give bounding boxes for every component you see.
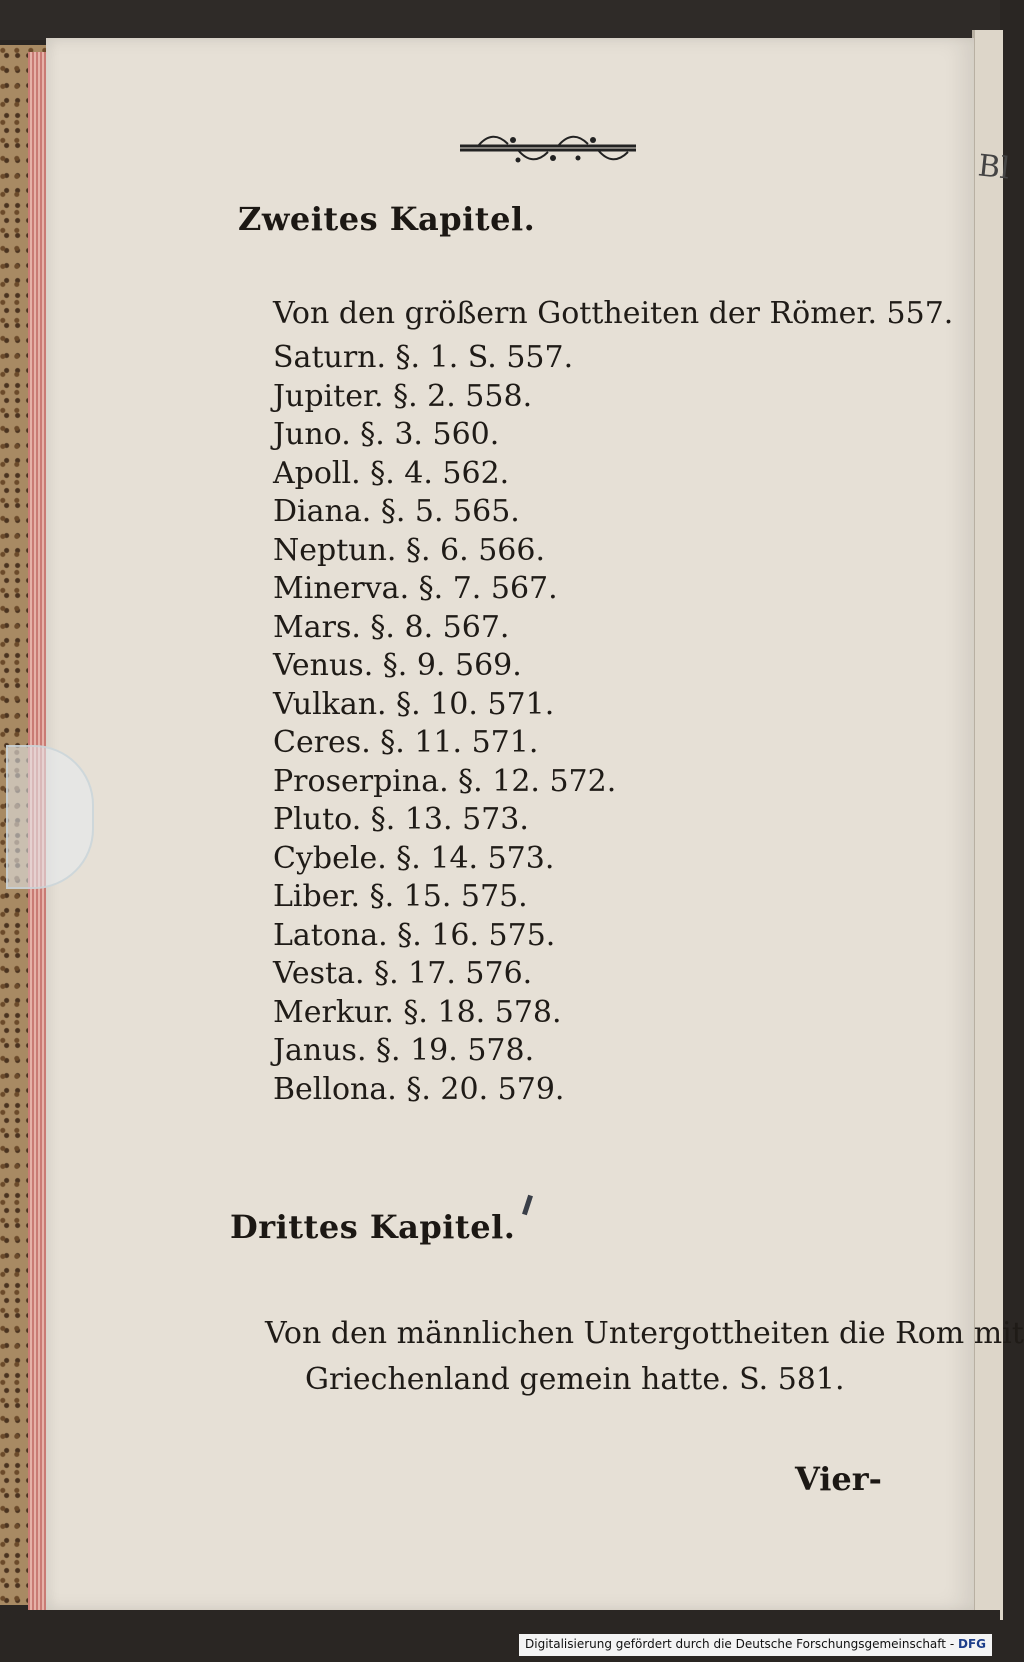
toc-entry: Juno. §. 3. 560. — [273, 417, 500, 452]
toc-entry: Proserpina. §. 12. 572. — [273, 763, 617, 799]
toc-entry: Merkur. §. 18. 578. — [273, 994, 562, 1030]
chapter2-heading: Zweites Kapitel. — [238, 200, 536, 238]
toc-entry: Vulkan. §. 10. 571. — [273, 686, 555, 722]
chapter2-intro: Von den größern Gottheiten der Römer. 557. — [273, 296, 954, 331]
toc-entry: Pluto. §. 13. 573. — [273, 802, 529, 837]
toc-entry: Apoll. §. 4. 562. — [273, 455, 510, 491]
catchword: Vier- — [795, 1460, 882, 1498]
toc-entry: Cybele. §. 14. 573. — [273, 840, 555, 876]
toc-entry: Bellona. §. 20. 579. — [273, 1071, 565, 1107]
chapter3-heading: Drittes Kapitel. — [230, 1208, 516, 1246]
scanner-background — [0, 0, 1000, 40]
toc-entry: Neptun. §. 6. 566. — [273, 532, 546, 568]
chapter3-line-2: Griechenland gemein hatte. S. 581. — [305, 1362, 845, 1397]
toc-entry: Diana. §. 5. 565. — [273, 494, 520, 529]
chapter3-line-1: Von den männlichen Untergottheiten die Rom mit — [265, 1316, 1024, 1351]
credit-text: Digitalisierung gefördert durch die Deutsche Forschungsgemeinschaft - — [525, 1637, 955, 1651]
ornament-icon — [458, 128, 638, 168]
toc-entry: Janus. §. 19. 578. — [273, 1033, 535, 1068]
toc-entry: Minerva. §. 7. 567. — [273, 571, 558, 606]
toc-entry: Latona. §. 16. 575. — [273, 917, 556, 953]
toc-entry: Vesta. §. 17. 576. — [273, 956, 533, 991]
toc-entry: Jupiter. §. 2. 558. — [273, 378, 533, 414]
facing-page-glyph: Bl — [976, 148, 1012, 187]
digitization-credit — [519, 1634, 992, 1656]
toc-entry: Saturn. §. 1. S. 557. — [273, 340, 574, 375]
toc-entry: Venus. §. 9. 569. — [273, 648, 522, 683]
dfg-logo: DFG — [957, 1637, 986, 1651]
facing-page-edge — [972, 30, 1003, 1620]
toc-entry: Ceres. §. 11. 571. — [273, 725, 539, 760]
toc-entry: Liber. §. 15. 575. — [273, 879, 528, 914]
toc-entry: Mars. §. 8. 567. — [273, 609, 510, 645]
